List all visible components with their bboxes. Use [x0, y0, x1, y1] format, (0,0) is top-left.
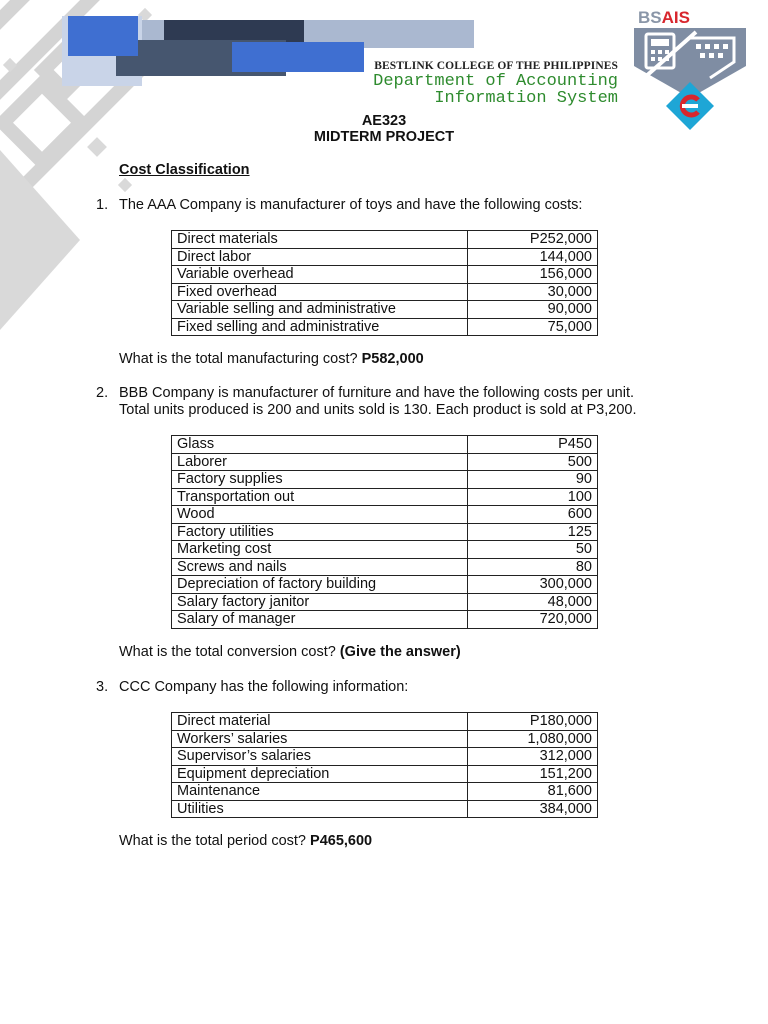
- question-2-prompt: What is the total conversion cost?: [119, 644, 336, 660]
- svg-text:BSAIS: [638, 8, 690, 27]
- question-2-text: [119, 385, 637, 419]
- table-row: [172, 283, 598, 301]
- department-line-2: Information System: [434, 89, 618, 108]
- table-row: [172, 231, 598, 249]
- cost-amount: 100: [468, 488, 598, 506]
- table-row: [172, 248, 598, 266]
- cost-label: Direct labor: [172, 248, 468, 266]
- cost-amount: P252,000: [468, 231, 598, 249]
- table-row: [172, 318, 598, 336]
- table-row: [172, 506, 598, 524]
- table-row: [172, 301, 598, 319]
- question-2-text-line-1: BBB Company is manufacturer of furniture and have the following costs per unit.: [119, 385, 635, 401]
- cost-amount: 1,080,000: [468, 730, 598, 748]
- table-row: [172, 453, 598, 471]
- table-row: [172, 488, 598, 506]
- logo-text-ais: AIS: [661, 8, 690, 27]
- table-row: [172, 611, 598, 629]
- section-title: Cost Classification: [119, 162, 250, 178]
- cost-amount: 312,000: [468, 748, 598, 766]
- cost-amount: 90: [468, 471, 598, 489]
- cost-label: Variable overhead: [172, 266, 468, 284]
- cost-amount: 75,000: [468, 318, 598, 336]
- table-row: [172, 765, 598, 783]
- cost-label: Salary factory janitor: [172, 593, 468, 611]
- cost-label: Depreciation of factory building: [172, 576, 468, 594]
- question-3-answer: P465,600: [310, 833, 373, 849]
- cost-label: Fixed overhead: [172, 283, 468, 301]
- cost-label: Supervisor’s salaries: [172, 748, 468, 766]
- cost-amount: 500: [468, 453, 598, 471]
- question-1-text: The AAA Company is manufacturer of toys and have the following costs:: [119, 197, 583, 213]
- cost-label: Marketing cost: [172, 541, 468, 559]
- question-1-answer: P582,000: [361, 351, 424, 367]
- question-3-ask: [119, 833, 372, 849]
- cost-label: Utilities: [172, 800, 468, 818]
- table-row: [172, 471, 598, 489]
- cost-label: Glass: [172, 436, 468, 454]
- question-1-cost-table: [171, 230, 598, 336]
- table-row: [172, 266, 598, 284]
- cost-amount: 80: [468, 558, 598, 576]
- cost-label: Laborer: [172, 453, 468, 471]
- table-row: [172, 558, 598, 576]
- bsais-logo: [630, 6, 750, 130]
- cost-label: Fixed selling and administrative: [172, 318, 468, 336]
- logo-text-bs: BS: [638, 8, 662, 27]
- cost-amount: 81,600: [468, 783, 598, 801]
- department-line-1: Department of Accounting: [373, 72, 618, 91]
- question-3-prompt: What is the total period cost?: [119, 833, 306, 849]
- cost-label: Factory utilities: [172, 523, 468, 541]
- table-row: [172, 523, 598, 541]
- cost-amount: 720,000: [468, 611, 598, 629]
- cost-amount: 30,000: [468, 283, 598, 301]
- cost-label: Direct materials: [172, 231, 468, 249]
- question-2-text-line-2: Total units produced is 200 and units sold is 130. Each product is sold at P3,200.: [119, 402, 637, 418]
- table-row: [172, 713, 598, 731]
- question-2-number: 2.: [96, 385, 109, 401]
- table-row: [172, 593, 598, 611]
- cost-label: Maintenance: [172, 783, 468, 801]
- cost-amount: 300,000: [468, 576, 598, 594]
- cost-amount: 125: [468, 523, 598, 541]
- question-3-text: CCC Company has the following information:: [119, 679, 409, 695]
- question-2-ask: [119, 644, 461, 660]
- question-3-cost-table: [171, 712, 598, 818]
- cost-label: Factory supplies: [172, 471, 468, 489]
- question-3-number: 3.: [96, 679, 109, 695]
- cost-label: Direct material: [172, 713, 468, 731]
- cost-label: Salary of manager: [172, 611, 468, 629]
- school-name: BESTLINK COLLEGE OF THE PHILIPPINES: [374, 60, 618, 72]
- question-1-number: 1.: [96, 197, 109, 213]
- question-2-answer: (Give the answer): [339, 644, 461, 660]
- cost-label: Wood: [172, 506, 468, 524]
- course-code: AE323: [361, 113, 407, 129]
- cost-label: Equipment depreciation: [172, 765, 468, 783]
- question-1-ask: [119, 351, 424, 367]
- cost-label: Transportation out: [172, 488, 468, 506]
- cost-amount: 156,000: [468, 266, 598, 284]
- table-row: [172, 800, 598, 818]
- cost-amount: 151,200: [468, 765, 598, 783]
- cost-amount: P450: [468, 436, 598, 454]
- cost-amount: 144,000: [468, 248, 598, 266]
- cost-amount: 384,000: [468, 800, 598, 818]
- cost-amount: 50: [468, 541, 598, 559]
- cost-amount: 48,000: [468, 593, 598, 611]
- cost-label: Workers’ salaries: [172, 730, 468, 748]
- table-row: [172, 436, 598, 454]
- banner-block-blue-2: [232, 42, 364, 72]
- question-2-cost-table: [171, 435, 598, 629]
- table-row: [172, 541, 598, 559]
- cost-amount: 90,000: [468, 301, 598, 319]
- cost-label: Screws and nails: [172, 558, 468, 576]
- department-name: [373, 73, 618, 107]
- banner-block-blue: [68, 16, 138, 56]
- project-title: MIDTERM PROJECT: [313, 129, 455, 145]
- question-1-prompt: What is the total manufacturing cost?: [119, 351, 358, 367]
- cost-amount: P180,000: [468, 713, 598, 731]
- table-row: [172, 576, 598, 594]
- table-row: [172, 783, 598, 801]
- table-row: [172, 730, 598, 748]
- cost-label: Variable selling and administrative: [172, 301, 468, 319]
- table-row: [172, 748, 598, 766]
- cost-amount: 600: [468, 506, 598, 524]
